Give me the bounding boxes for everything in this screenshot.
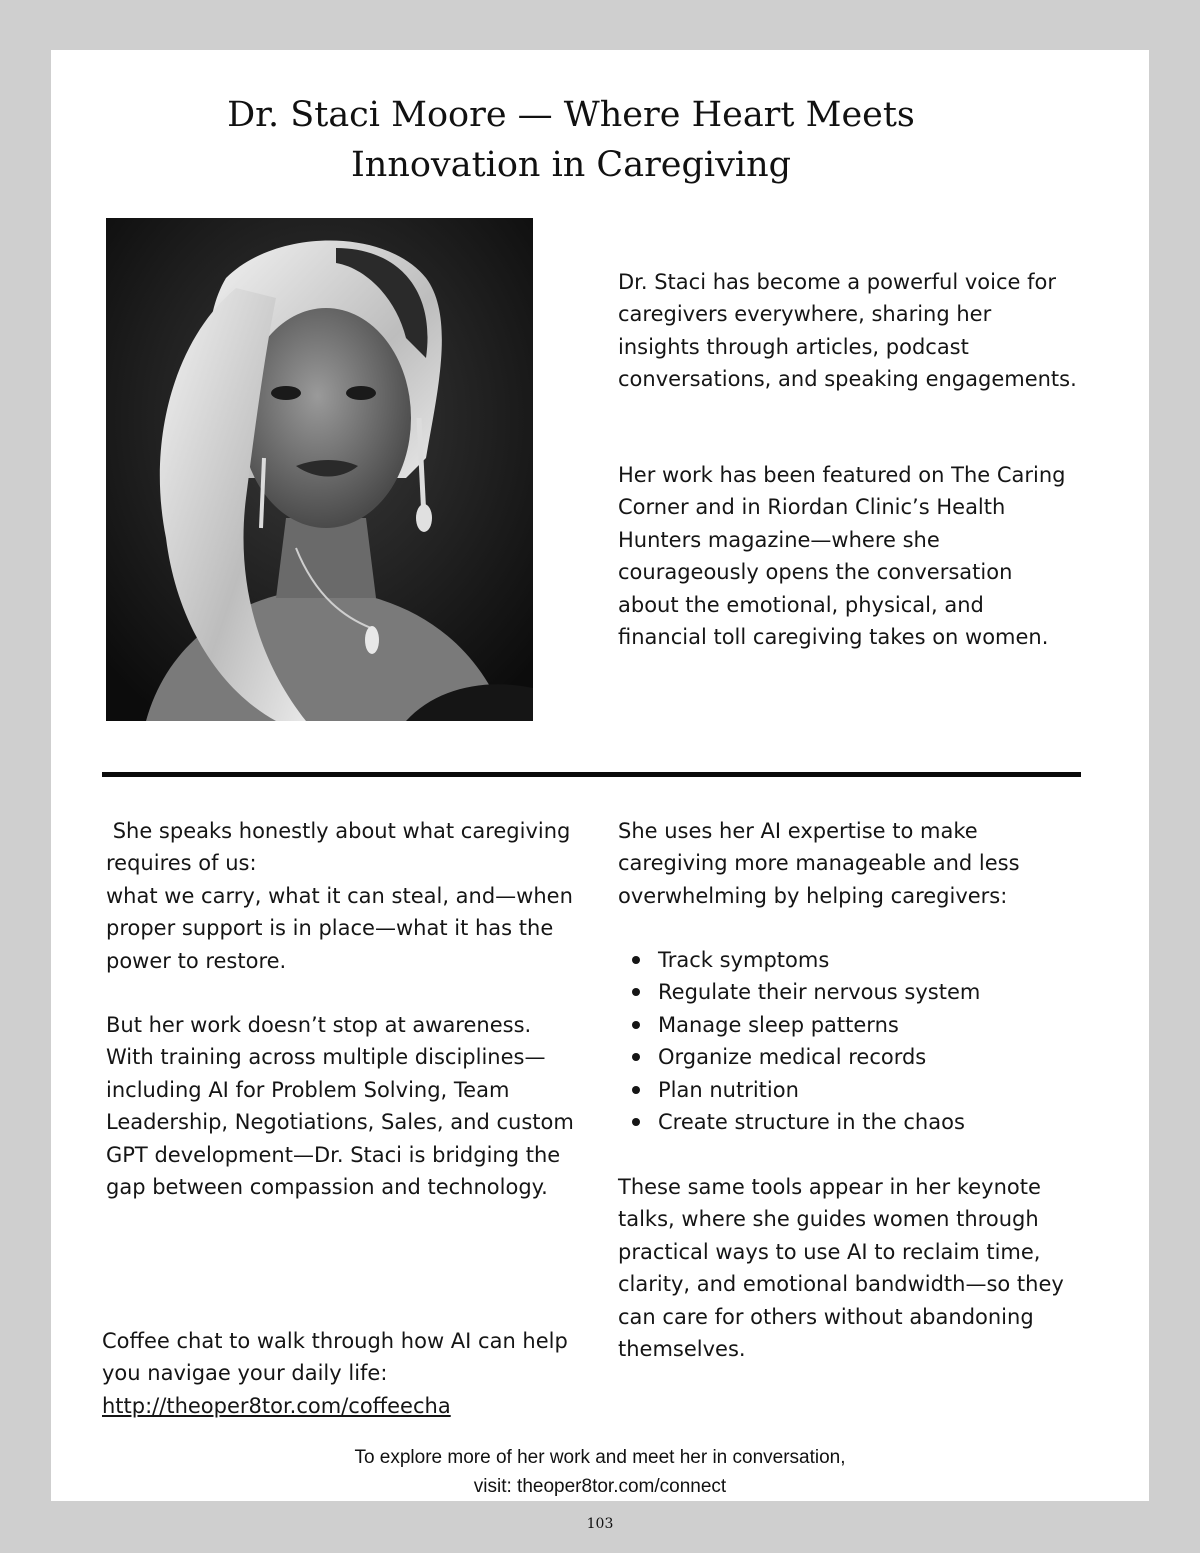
section-divider (102, 772, 1081, 777)
footer-line-1: To explore more of her work and meet her in conversation, (354, 1447, 846, 1468)
list-item: Plan nutrition (618, 1074, 1088, 1106)
footer-line-2: visit: theoper8tor.com/connect (473, 1476, 727, 1497)
footer-note (51, 1443, 1149, 1501)
page-number: 103 (586, 1516, 614, 1532)
page (51, 50, 1149, 1501)
portrait-icon (106, 218, 533, 721)
title-line-1: Dr. Staci Moore — Where Heart Meets (227, 95, 915, 135)
intro-paragraph-1: Dr. Staci has become a powerful voice for caregivers everywhere, sharing her insights through articles, podcast conversations, and speaking engagements. (618, 270, 1077, 392)
list-item: Regulate their nervous system (618, 976, 1088, 1008)
coffee-chat-block (102, 1325, 582, 1422)
portrait-photo (106, 218, 533, 721)
right-paragraph-2: These same tools appear in her keynote talks, where she guides women through practical ways to use AI to reclaim time, clarity, and emotional bandwidth—so they can care for others without abandoning themselves. (618, 1175, 1064, 1362)
left-paragraph-1-line-2: what we carry, what it can steal, and—when proper support is in place—what it has the power to restore. (106, 883, 573, 973)
coffee-chat-link[interactable]: http://theoper8tor.com/coffeecha (102, 1393, 451, 1418)
right-paragraph-1: She uses her AI expertise to make caregiving more manageable and less overwhelming by helping caregivers: (618, 819, 1020, 908)
list-item: Create structure in the chaos (618, 1106, 1088, 1138)
page-title (51, 90, 1091, 190)
left-paragraph-1-line-1: She speaks honestly about what caregiving requires of us: (106, 819, 578, 876)
list-item: Organize medical records (618, 1041, 1088, 1073)
left-paragraph-1 (106, 815, 576, 977)
list-item: Manage sleep patterns (618, 1009, 1088, 1041)
intro-paragraph-2: Her work has been featured on The Caring Corner and in Riordan Clinic’s Health Hunters magazine—where she courageously opens the conversation about the emotional, physical, and financial toll caregiving takes on women. (618, 463, 1066, 650)
list-item: Track symptoms (618, 944, 1088, 976)
title-line-2: Innovation in Caregiving (350, 145, 792, 185)
left-paragraph-2: But her work doesn’t stop at awareness. With training across multiple disciplines—including AI for Problem Solving, Team Leadership, Negotiations, Sales, and custom GPT development—Dr. Staci is bridging the gap between compassion and technology. (106, 1013, 574, 1200)
ai-uses-list (618, 944, 1088, 1138)
coffee-chat-text: Coffee chat to walk through how AI can help you navigae your daily life: (102, 1329, 568, 1386)
